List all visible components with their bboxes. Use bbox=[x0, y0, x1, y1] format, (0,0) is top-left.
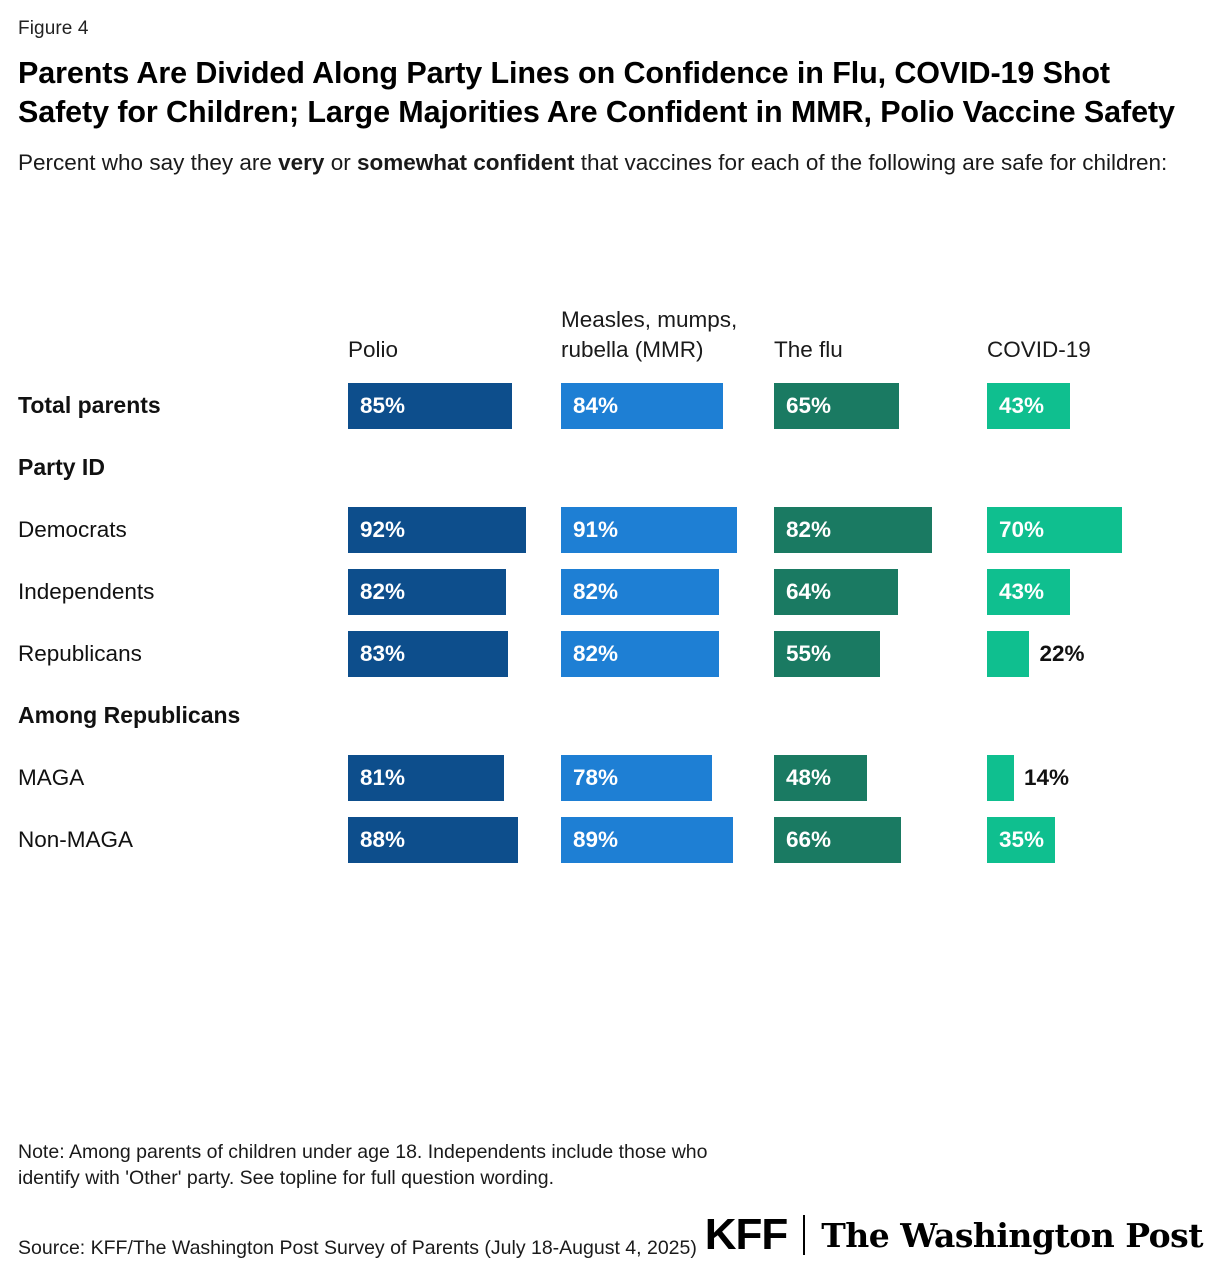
table-row bbox=[18, 623, 1203, 685]
bar-value-label: 92% bbox=[360, 516, 406, 542]
bar-wrapper bbox=[987, 755, 1200, 801]
subtitle-part-e: that vaccines for each of the following are safe for children: bbox=[574, 150, 1168, 176]
row-label: Non-MAGA bbox=[18, 827, 134, 853]
bar-value-label: 91% bbox=[573, 516, 619, 542]
row-label-cell bbox=[18, 764, 348, 791]
bar-cell bbox=[348, 631, 561, 677]
bar-cell bbox=[348, 383, 561, 429]
bar bbox=[774, 817, 901, 863]
bar bbox=[774, 507, 932, 553]
subtitle-emphasis-very: very bbox=[278, 150, 325, 176]
column-header-polio: Polio bbox=[348, 337, 399, 363]
bar bbox=[561, 755, 712, 801]
bar-cell bbox=[987, 755, 1200, 801]
section-header-row bbox=[18, 685, 1202, 747]
bar-wrapper bbox=[987, 383, 1200, 429]
bar bbox=[987, 755, 1014, 801]
bar bbox=[348, 631, 508, 677]
bar-cell bbox=[348, 755, 561, 801]
chart-rows bbox=[18, 375, 1202, 871]
section-label: Among Republicans bbox=[18, 702, 241, 729]
bar-value-label: 85% bbox=[360, 392, 406, 418]
table-row bbox=[18, 747, 1203, 809]
bar-wrapper bbox=[987, 631, 1200, 677]
bar-wrapper bbox=[348, 755, 561, 801]
bar-value-label: 22% bbox=[1039, 640, 1085, 666]
bar bbox=[348, 507, 526, 553]
bar-value-label: 43% bbox=[999, 578, 1045, 604]
column-header-row bbox=[18, 196, 1203, 371]
bar-wrapper bbox=[774, 631, 987, 677]
bar-wrapper bbox=[774, 507, 987, 553]
bar-cell bbox=[561, 383, 774, 429]
chart-source: Source: KFF/The Washington Post Survey of Parents (July 18-August 4, 2025) bbox=[18, 1237, 697, 1260]
row-label: Total parents bbox=[18, 392, 161, 419]
subtitle-part-c: or bbox=[324, 150, 357, 176]
row-label: Democrats bbox=[18, 517, 127, 543]
bar bbox=[561, 507, 737, 553]
bar-wrapper bbox=[774, 569, 987, 615]
bar-value-label: 48% bbox=[786, 764, 832, 790]
bar bbox=[561, 817, 733, 863]
bar-cell bbox=[561, 631, 774, 677]
row-label: MAGA bbox=[18, 765, 85, 791]
bar bbox=[774, 755, 867, 801]
bar-value-label: 66% bbox=[786, 826, 832, 852]
table-row bbox=[18, 375, 1203, 437]
bar bbox=[987, 817, 1055, 863]
subtitle-part-a: Percent who say they are bbox=[18, 150, 279, 176]
bar-wrapper bbox=[348, 383, 561, 429]
bar-wrapper bbox=[561, 817, 774, 863]
bar-wrapper bbox=[561, 631, 774, 677]
table-row bbox=[18, 499, 1203, 561]
table-row bbox=[18, 561, 1203, 623]
bar-cell bbox=[987, 569, 1200, 615]
kff-logo: KFF bbox=[704, 1210, 788, 1259]
bar bbox=[987, 507, 1122, 553]
bar bbox=[348, 755, 504, 801]
column-header-covid: COVID-19 bbox=[987, 337, 1091, 363]
page-title: Parents Are Divided Along Party Lines on Confidence in Flu, COVID-19 Shot Safety for Children; Large Majorities Are Confident in MMR, Polio Vaccine Safety bbox=[18, 56, 1175, 130]
bar-value-label: 65% bbox=[786, 392, 832, 418]
bar bbox=[987, 569, 1070, 615]
subtitle-emphasis-somewhat-confident: somewhat confident bbox=[356, 150, 575, 176]
bar-value-label: 82% bbox=[573, 578, 619, 604]
bar bbox=[561, 569, 719, 615]
bar-cell bbox=[348, 507, 561, 553]
bar bbox=[348, 383, 512, 429]
bar-wrapper bbox=[348, 507, 561, 553]
chart-footer bbox=[18, 1140, 1203, 1262]
row-label-cell bbox=[18, 392, 348, 420]
figure-label: Figure 4 bbox=[18, 18, 89, 39]
chart-subtitle bbox=[18, 148, 1202, 178]
bar-wrapper bbox=[987, 507, 1200, 553]
logo-group bbox=[705, 1210, 1203, 1262]
bar-value-label: 84% bbox=[573, 392, 619, 418]
bar bbox=[561, 631, 719, 677]
bar-wrapper bbox=[561, 569, 774, 615]
bar-cell bbox=[987, 817, 1200, 863]
bar-cell bbox=[987, 383, 1200, 429]
bar-cell bbox=[774, 631, 987, 677]
bar bbox=[561, 383, 723, 429]
bar-cell bbox=[561, 507, 774, 553]
table-row bbox=[18, 809, 1203, 871]
chart-note: Note: Among parents of children under age 18. Independents include those who identify with 'Other' party. See topline for full question wording. bbox=[18, 1141, 708, 1190]
bar-cell bbox=[774, 569, 987, 615]
row-label: Independents bbox=[18, 579, 155, 605]
bar bbox=[987, 631, 1029, 677]
bar-cell bbox=[561, 817, 774, 863]
column-header-mmr: Measles, mumps, rubella (MMR) bbox=[561, 307, 738, 363]
bar-wrapper bbox=[348, 817, 561, 863]
bar bbox=[348, 817, 518, 863]
bar-value-label: 83% bbox=[360, 640, 406, 666]
bar-value-label: 14% bbox=[1024, 764, 1070, 790]
bar-value-label: 81% bbox=[360, 764, 406, 790]
bar-cell bbox=[774, 507, 987, 553]
bar-wrapper bbox=[561, 507, 774, 553]
bar-value-label: 82% bbox=[786, 516, 832, 542]
bar-cell bbox=[774, 755, 987, 801]
row-label-cell bbox=[18, 578, 348, 605]
bar-value-label: 89% bbox=[573, 826, 619, 852]
bar-value-label: 88% bbox=[360, 826, 406, 852]
bar-wrapper bbox=[774, 755, 987, 801]
row-label-cell bbox=[18, 640, 348, 667]
bar bbox=[774, 383, 899, 429]
bar-cell bbox=[774, 817, 987, 863]
bar-wrapper bbox=[774, 817, 987, 863]
bar-wrapper bbox=[561, 755, 774, 801]
bar-cell bbox=[348, 817, 561, 863]
bar-value-label: 55% bbox=[786, 640, 832, 666]
bar-wrapper bbox=[348, 569, 561, 615]
source-row bbox=[18, 1210, 1203, 1262]
bar-value-label: 78% bbox=[573, 764, 619, 790]
chart-grid bbox=[18, 196, 1202, 871]
bar-value-label: 35% bbox=[999, 826, 1045, 852]
bar-wrapper bbox=[987, 817, 1200, 863]
washington-post-logo: The Washington Post bbox=[821, 1215, 1203, 1255]
bar-value-label: 43% bbox=[999, 392, 1045, 418]
bar-cell bbox=[987, 631, 1200, 677]
bar-value-label: 82% bbox=[573, 640, 619, 666]
bar-cell bbox=[348, 569, 561, 615]
bar-cell bbox=[561, 569, 774, 615]
bar-cell bbox=[561, 755, 774, 801]
bar-value-label: 64% bbox=[786, 578, 832, 604]
bar-cell bbox=[774, 383, 987, 429]
section-header-row bbox=[18, 437, 1202, 499]
row-label-cell bbox=[18, 826, 348, 853]
logo-divider bbox=[803, 1215, 805, 1255]
bar bbox=[987, 383, 1070, 429]
bar-cell bbox=[987, 507, 1200, 553]
bar bbox=[774, 631, 880, 677]
bar-wrapper bbox=[561, 383, 774, 429]
bar bbox=[348, 569, 506, 615]
bar-wrapper bbox=[348, 631, 561, 677]
section-label: Party ID bbox=[18, 454, 105, 481]
bar-wrapper bbox=[987, 569, 1200, 615]
bar-wrapper bbox=[774, 383, 987, 429]
bar-value-label: 82% bbox=[360, 578, 406, 604]
row-label: Republicans bbox=[18, 641, 142, 667]
bar bbox=[774, 569, 898, 615]
bar-value-label: 70% bbox=[999, 516, 1045, 542]
column-header-flu: The flu bbox=[774, 337, 843, 363]
row-label-cell bbox=[18, 516, 348, 543]
